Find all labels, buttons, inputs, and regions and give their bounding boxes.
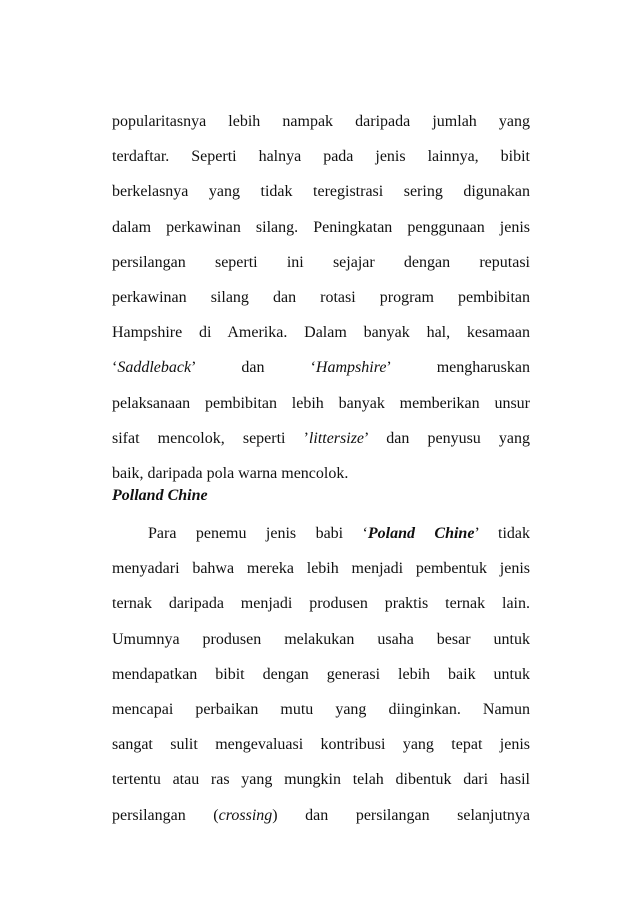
italic-term-hampshire: Hampshire — [315, 359, 387, 377]
paragraph-2 — [112, 516, 530, 833]
text-line: persilangan seperti ini sejajar dengan reputasi — [112, 253, 530, 271]
text-line: mencapai perbaikan mutu yang diinginkan. Namun — [112, 700, 530, 718]
text-line: Hampshire di Amerika. Dalam banyak hal, kesamaan — [112, 324, 530, 342]
text-line: terdaftar. Seperti halnya pada jenis lainnya, bibit — [112, 148, 530, 166]
paragraph-1 — [112, 104, 530, 491]
text-line — [112, 516, 530, 551]
text-run: ’ mengharuskan — [386, 359, 530, 377]
text-run: ) dan persilangan selanjutnya — [272, 806, 531, 824]
bold-italic-term-poland-chine: Poland Chine — [367, 525, 475, 542]
text-line — [112, 350, 530, 385]
text-line: dalam perkawinan silang. Peningkatan penggunaan jenis — [112, 218, 530, 236]
text-run: Para penemu jenis babi ‘ — [148, 525, 368, 542]
text-line: baik, daripada pola warna mencolok. — [112, 464, 349, 482]
italic-term-littersize: littersize — [308, 429, 365, 447]
text-run: persilangan ( — [112, 806, 219, 824]
text-line: tertentu atau ras yang mungkin telah dibentuk dari hasil — [112, 771, 530, 789]
text-line: pelaksanaan pembibitan lebih banyak memberikan unsur — [112, 394, 530, 412]
text-line: berkelasnya yang tidak teregistrasi sering digunakan — [112, 183, 530, 201]
text-line: Umumnya produsen melakukan usaha besar untuk — [112, 630, 530, 648]
text-line: popularitasnya lebih nampak daripada jumlah yang — [112, 113, 530, 130]
section-heading: Polland Chine — [112, 487, 208, 504]
text-run: sifat mencolok, seperti ’ — [112, 429, 309, 447]
text-line: mendapatkan bibit dengan generasi lebih baik untuk — [112, 665, 530, 683]
text-line: ternak daripada menjadi produsen praktis ternak lain. — [112, 595, 530, 613]
italic-term-saddleback: Saddleback — [117, 359, 192, 377]
text-run: ’ tidak — [474, 525, 530, 542]
text-run: ‘ — [112, 359, 118, 377]
text-line: perkawinan silang dan rotasi program pembibitan — [112, 288, 530, 306]
text-line: menyadari bahwa mereka lebih menjadi pembentuk jenis — [112, 560, 530, 578]
text-run: ’ dan ‘ — [191, 359, 316, 377]
text-run: ’ dan penyusu yang — [364, 429, 531, 447]
text-line — [112, 421, 530, 456]
text-line: sangat sulit mengevaluasi kontribusi yang tepat jenis — [112, 736, 530, 754]
text-line — [112, 798, 530, 833]
italic-term-crossing: crossing — [218, 806, 273, 824]
